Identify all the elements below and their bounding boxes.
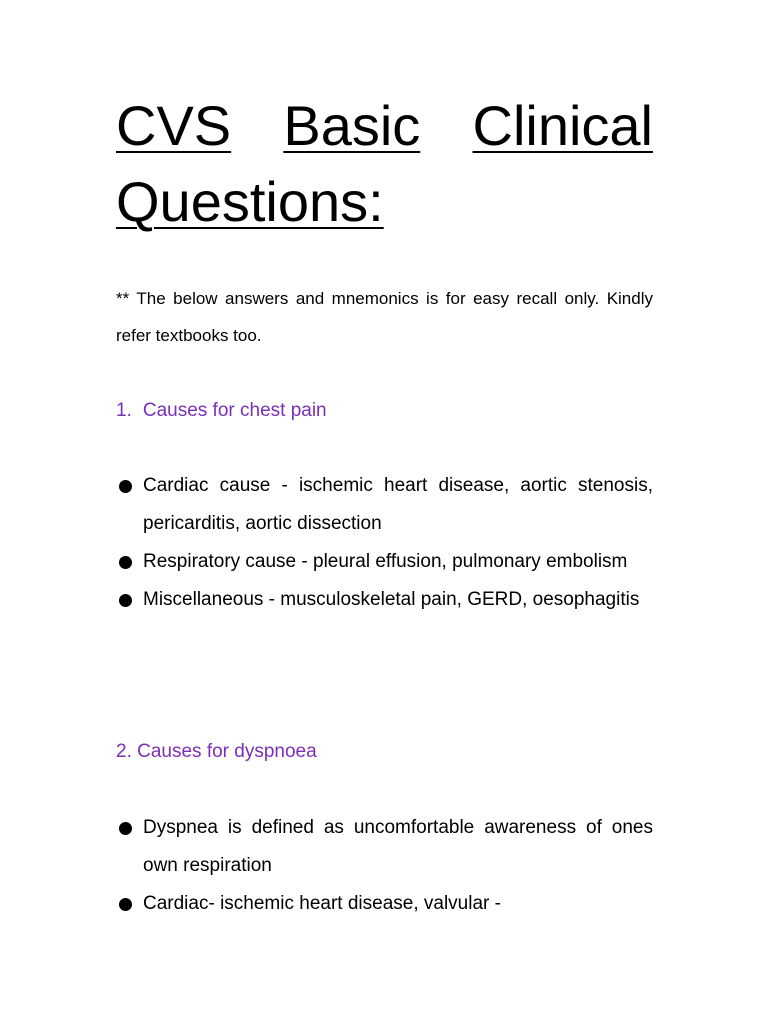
page-title [116,88,653,240]
bullet-icon [119,594,132,607]
list-item-text: Miscellaneous - musculoskeletal pain, GERD, oesophagitis [143,589,640,610]
section-heading-chest-pain [116,396,327,426]
dyspnoea-causes-list [116,809,653,923]
list-item [116,885,653,923]
bullet-icon [119,822,132,835]
title-word-cvs: CVS [116,94,232,157]
list-item [116,543,653,581]
bullet-icon [119,480,132,493]
bullet-icon [119,556,132,569]
title-word-questions: Questions: [116,170,384,233]
list-item-text: Dyspnea is defined as uncomfortable awareness of ones own respiration [143,817,653,876]
bullet-icon [119,898,132,911]
title-word-clinical: Clinical [472,94,653,157]
section-number: 1. [116,400,132,421]
list-item-text: Cardiac- ischemic heart disease, valvular - [143,893,501,914]
list-item [116,581,653,619]
title-word-basic: Basic [283,94,421,157]
list-item-text: Respiratory cause - pleural effusion, pulmonary embolism [143,551,628,572]
title-line-2 [116,164,653,240]
section-heading-text: Causes for chest pain [142,400,327,421]
title-line-1 [116,88,653,164]
list-item-text: Cardiac cause - ischemic heart disease, aortic stenosis, pericarditis, aortic dissection [143,475,653,534]
chest-pain-causes-list [116,467,653,619]
list-item [116,467,653,543]
list-item [116,809,653,885]
section-heading-dyspnoea: 2. Causes for dyspnoea [116,741,317,762]
disclaimer-note: ** The below answers and mnemonics is for easy recall only. Kindly refer textbooks too. [116,289,653,345]
